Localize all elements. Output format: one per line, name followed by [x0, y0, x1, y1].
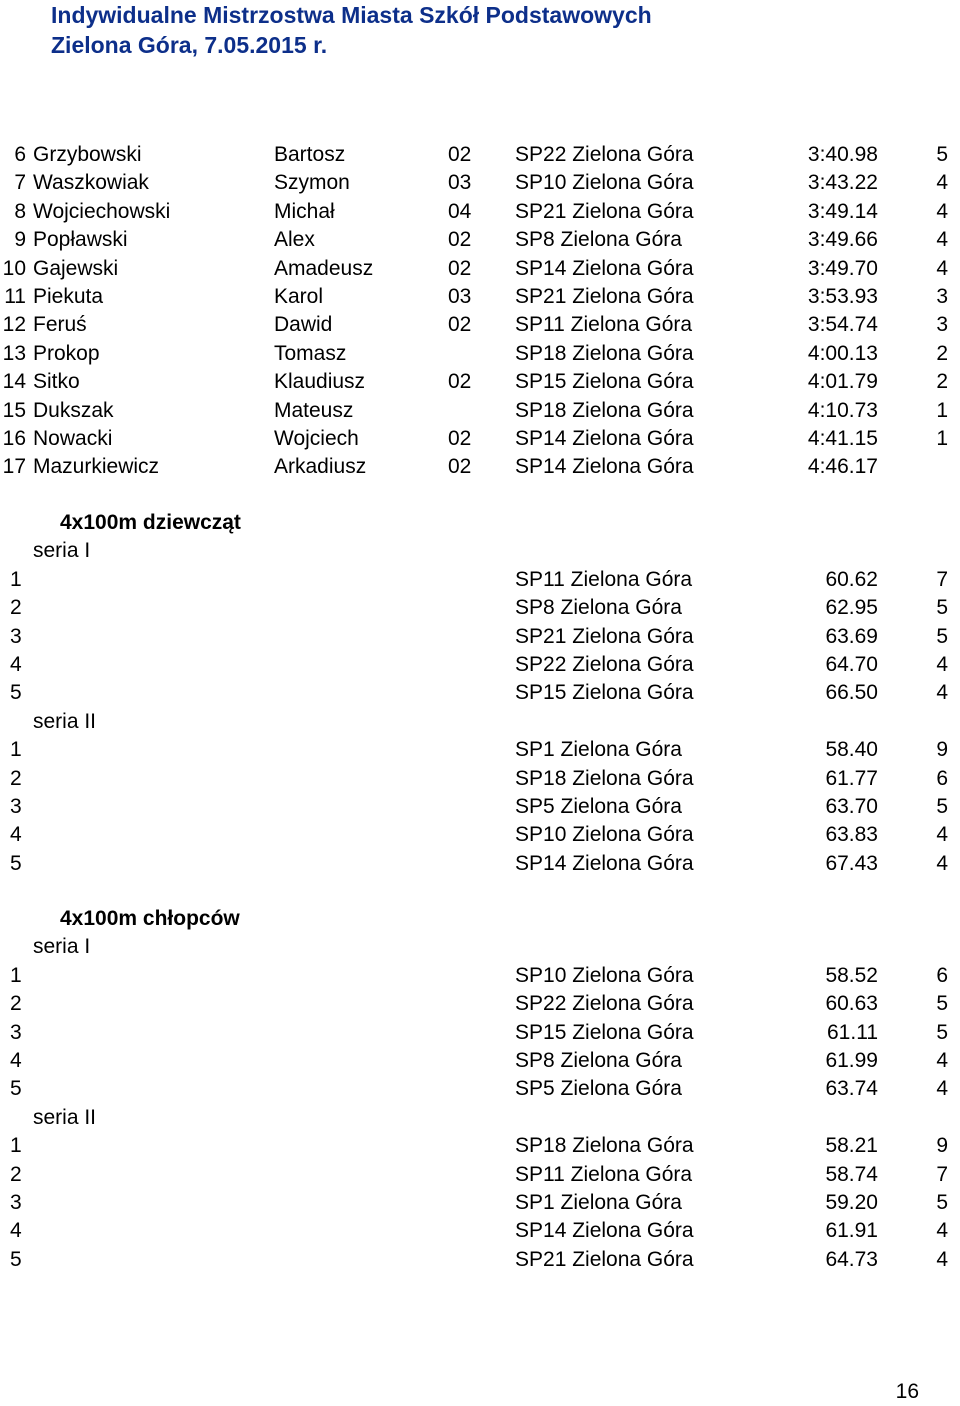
time: 3:49.14	[807, 199, 878, 223]
school: SP21 Zielona Góra	[515, 285, 694, 308]
school: SP18 Zielona Góra	[515, 766, 694, 790]
school: SP15 Zielona Góra	[515, 1020, 694, 1044]
points: 6	[936, 963, 948, 987]
school: SP21 Zielona Góra	[515, 1247, 694, 1271]
place: 3	[10, 1191, 22, 1214]
place: 4	[10, 823, 22, 847]
points: 7	[936, 567, 948, 591]
first-name: Arkadiusz	[274, 455, 367, 479]
place: 1	[10, 738, 22, 762]
place: 5	[10, 1247, 22, 1271]
relay-row	[0, 594, 960, 622]
place: 4	[10, 653, 22, 676]
school: SP15 Zielona Góra	[515, 370, 694, 394]
result-row	[0, 283, 960, 311]
school: SP14 Zielona Góra	[515, 256, 694, 280]
school: SP10 Zielona Góra	[515, 171, 694, 195]
place: 5	[10, 851, 22, 875]
first-name: Alex	[274, 228, 315, 252]
relay-row	[0, 1246, 960, 1274]
birth-year: 02	[448, 143, 472, 166]
points: 4	[936, 228, 948, 252]
first-name: Wojciech	[274, 427, 359, 450]
time: 66.50	[825, 681, 878, 705]
points: 1	[936, 427, 948, 450]
school: SP22 Zielona Góra	[515, 143, 694, 166]
points: 5	[936, 1020, 948, 1044]
time: 58.21	[825, 1134, 878, 1158]
place: 3	[10, 795, 22, 818]
place: 1	[10, 963, 22, 987]
school: SP11 Zielona Góra	[515, 313, 693, 337]
last-name: Grzybowski	[33, 143, 142, 166]
time: 61.11	[827, 1020, 878, 1044]
time: 63.69	[825, 624, 878, 648]
time: 63.70	[825, 795, 878, 818]
school: SP22 Zielona Góra	[515, 992, 694, 1016]
document-header	[51, 0, 652, 60]
time: 60.62	[825, 567, 878, 591]
birth-year: 02	[448, 313, 472, 337]
place: 2	[10, 596, 22, 620]
school: SP5 Zielona Góra	[515, 795, 682, 818]
result-row	[0, 255, 960, 283]
time: 3:43.22	[807, 171, 878, 195]
relay-title: 4x100m chłopców	[60, 907, 240, 930]
place: 2	[10, 766, 22, 790]
points: 4	[936, 681, 948, 705]
header-title: Indywidualne Mistrzostwa Miasta Szkół Podstawowych	[51, 2, 652, 28]
time: 4:41.15	[807, 427, 878, 450]
school: SP14 Zielona Góra	[515, 455, 694, 479]
points: 5	[936, 795, 948, 818]
place: 8	[14, 199, 26, 223]
place: 1	[10, 1134, 22, 1158]
time: 64.73	[825, 1247, 878, 1271]
school: SP11 Zielona Góra	[515, 567, 693, 591]
time: 59.20	[825, 1191, 878, 1214]
birth-year: 02	[448, 228, 472, 252]
first-name: Michał	[274, 199, 335, 223]
points: 1	[936, 398, 948, 422]
first-name: Tomasz	[274, 341, 347, 365]
place: 10	[2, 256, 26, 280]
series-label: seria II	[33, 709, 97, 733]
time: 61.99	[825, 1049, 878, 1072]
points: 4	[936, 823, 948, 847]
place: 3	[10, 1020, 22, 1044]
last-name: Waszkowiak	[33, 171, 149, 195]
points: 6	[936, 766, 948, 790]
time: 4:46.17	[807, 455, 878, 479]
place: 6	[14, 143, 26, 166]
school: SP8 Zielona Góra	[515, 228, 682, 252]
birth-year: 04	[448, 199, 472, 223]
relay-row	[0, 990, 960, 1018]
points: 5	[936, 1191, 948, 1214]
result-row	[0, 226, 960, 254]
relay-row	[0, 1019, 960, 1047]
school: SP18 Zielona Góra	[515, 341, 694, 365]
points: 9	[936, 1134, 948, 1158]
relay-row	[0, 736, 960, 764]
time: 4:10.73	[807, 398, 878, 422]
header-subtitle: Zielona Góra, 7.05.2015 r.	[51, 32, 328, 58]
school: SP22 Zielona Góra	[515, 653, 694, 676]
birth-year: 02	[448, 455, 472, 479]
time: 63.74	[825, 1077, 878, 1101]
first-name: Karol	[274, 285, 324, 308]
time: 3:49.66	[807, 228, 878, 252]
points: 4	[936, 851, 948, 875]
school: SP15 Zielona Góra	[515, 681, 694, 705]
series-label: seria I	[33, 935, 91, 959]
time: 4:00.13	[807, 341, 878, 365]
relay-row	[0, 850, 960, 878]
birth-year: 03	[448, 285, 472, 308]
time: 3:49.70	[807, 256, 878, 280]
points: 3	[936, 313, 948, 337]
points: 5	[936, 143, 948, 166]
first-name: Szymon	[274, 171, 350, 195]
relay-row	[0, 566, 960, 594]
first-name: Bartosz	[274, 143, 346, 166]
points: 4	[936, 256, 948, 280]
time: 61.77	[825, 766, 878, 790]
time: 58.52	[825, 963, 878, 987]
school: SP18 Zielona Góra	[515, 398, 694, 422]
relay-row	[0, 1161, 960, 1189]
relay-row	[0, 765, 960, 793]
time: 3:40.98	[807, 143, 878, 166]
school: SP10 Zielona Góra	[515, 963, 694, 987]
place: 9	[14, 228, 26, 252]
birth-year: 03	[448, 171, 472, 195]
birth-year: 02	[448, 370, 472, 394]
place: 4	[10, 1219, 22, 1243]
time: 62.95	[825, 596, 878, 620]
school: SP8 Zielona Góra	[515, 1049, 682, 1072]
points: 4	[936, 1077, 948, 1101]
school: SP21 Zielona Góra	[515, 624, 694, 648]
points: 4	[936, 1247, 948, 1271]
relay-title: 4x100m dziewcząt	[60, 511, 241, 534]
last-name: Piekuta	[33, 285, 104, 308]
time: 3:54.74	[807, 313, 878, 337]
result-row	[0, 340, 960, 368]
result-row	[0, 453, 960, 481]
points: 4	[936, 171, 948, 195]
last-name: Mazurkiewicz	[33, 455, 160, 479]
school: SP21 Zielona Góra	[515, 199, 694, 223]
series-label: seria I	[33, 539, 91, 563]
time: 63.83	[825, 823, 878, 847]
place: 11	[4, 285, 26, 308]
place: 14	[2, 370, 26, 394]
school: SP18 Zielona Góra	[515, 1134, 694, 1158]
first-name: Mateusz	[274, 398, 354, 422]
last-name: Wojciechowski	[33, 199, 171, 223]
time: 3:53.93	[807, 285, 878, 308]
points: 4	[936, 1219, 948, 1243]
result-row	[0, 311, 960, 339]
place: 2	[10, 992, 22, 1016]
place: 2	[10, 1162, 22, 1186]
time: 64.70	[825, 653, 878, 676]
school: SP1 Zielona Góra	[515, 1191, 682, 1214]
place: 5	[10, 1077, 22, 1101]
place: 5	[10, 681, 22, 705]
points: 3	[936, 285, 948, 308]
result-row	[0, 141, 960, 169]
result-row	[0, 397, 960, 425]
points: 4	[936, 653, 948, 676]
result-row	[0, 425, 960, 453]
points: 7	[936, 1162, 948, 1186]
school: SP10 Zielona Góra	[515, 823, 694, 847]
school: SP1 Zielona Góra	[515, 738, 682, 762]
relay-row	[0, 821, 960, 849]
points: 9	[936, 738, 948, 762]
page-number: 16	[895, 1380, 919, 1403]
place: 15	[2, 398, 26, 422]
last-name: Nowacki	[33, 427, 113, 450]
points: 5	[936, 596, 948, 620]
place: 4	[10, 1049, 22, 1072]
time: 4:01.79	[807, 370, 878, 394]
school: SP11 Zielona Góra	[515, 1162, 693, 1186]
relay-row	[0, 1075, 960, 1103]
points: 4	[936, 1049, 948, 1072]
result-row	[0, 198, 960, 226]
first-name: Dawid	[274, 313, 333, 337]
relay-row	[0, 1047, 960, 1075]
first-name: Klaudiusz	[274, 370, 366, 394]
result-row	[0, 368, 960, 396]
points: 5	[936, 992, 948, 1016]
place: 7	[14, 171, 26, 195]
school: SP8 Zielona Góra	[515, 596, 682, 620]
place: 13	[2, 341, 26, 365]
points: 2	[936, 341, 948, 365]
time: 58.74	[825, 1162, 878, 1186]
place: 17	[2, 455, 26, 479]
last-name: Dukszak	[33, 398, 114, 422]
relay-row	[0, 651, 960, 679]
relay-row	[0, 1132, 960, 1160]
school: SP14 Zielona Góra	[515, 1219, 694, 1243]
school: SP14 Zielona Góra	[515, 427, 694, 450]
place: 16	[2, 427, 26, 450]
last-name: Sitko	[33, 370, 80, 394]
points: 4	[936, 199, 948, 223]
last-name: Popławski	[33, 228, 128, 252]
relay-row	[0, 793, 960, 821]
place: 1	[10, 567, 22, 591]
relay-row	[0, 962, 960, 990]
school: SP5 Zielona Góra	[515, 1077, 682, 1101]
place: 3	[10, 624, 22, 648]
last-name: Prokop	[33, 341, 100, 365]
birth-year: 02	[448, 427, 472, 450]
place: 12	[2, 313, 26, 337]
relay-row	[0, 623, 960, 651]
relay-row	[0, 679, 960, 707]
time: 60.63	[825, 992, 878, 1016]
series-label: seria II	[33, 1105, 97, 1129]
time: 61.91	[825, 1219, 878, 1243]
time: 58.40	[825, 738, 878, 762]
first-name: Amadeusz	[274, 256, 374, 280]
points: 5	[936, 624, 948, 648]
last-name: Gajewski	[33, 256, 119, 280]
relay-row	[0, 1189, 960, 1217]
last-name: Feruś	[33, 313, 87, 337]
result-row	[0, 169, 960, 197]
time: 67.43	[825, 851, 878, 875]
relay-row	[0, 1217, 960, 1245]
school: SP14 Zielona Góra	[515, 851, 694, 875]
birth-year: 02	[448, 256, 472, 280]
points: 2	[936, 370, 948, 394]
